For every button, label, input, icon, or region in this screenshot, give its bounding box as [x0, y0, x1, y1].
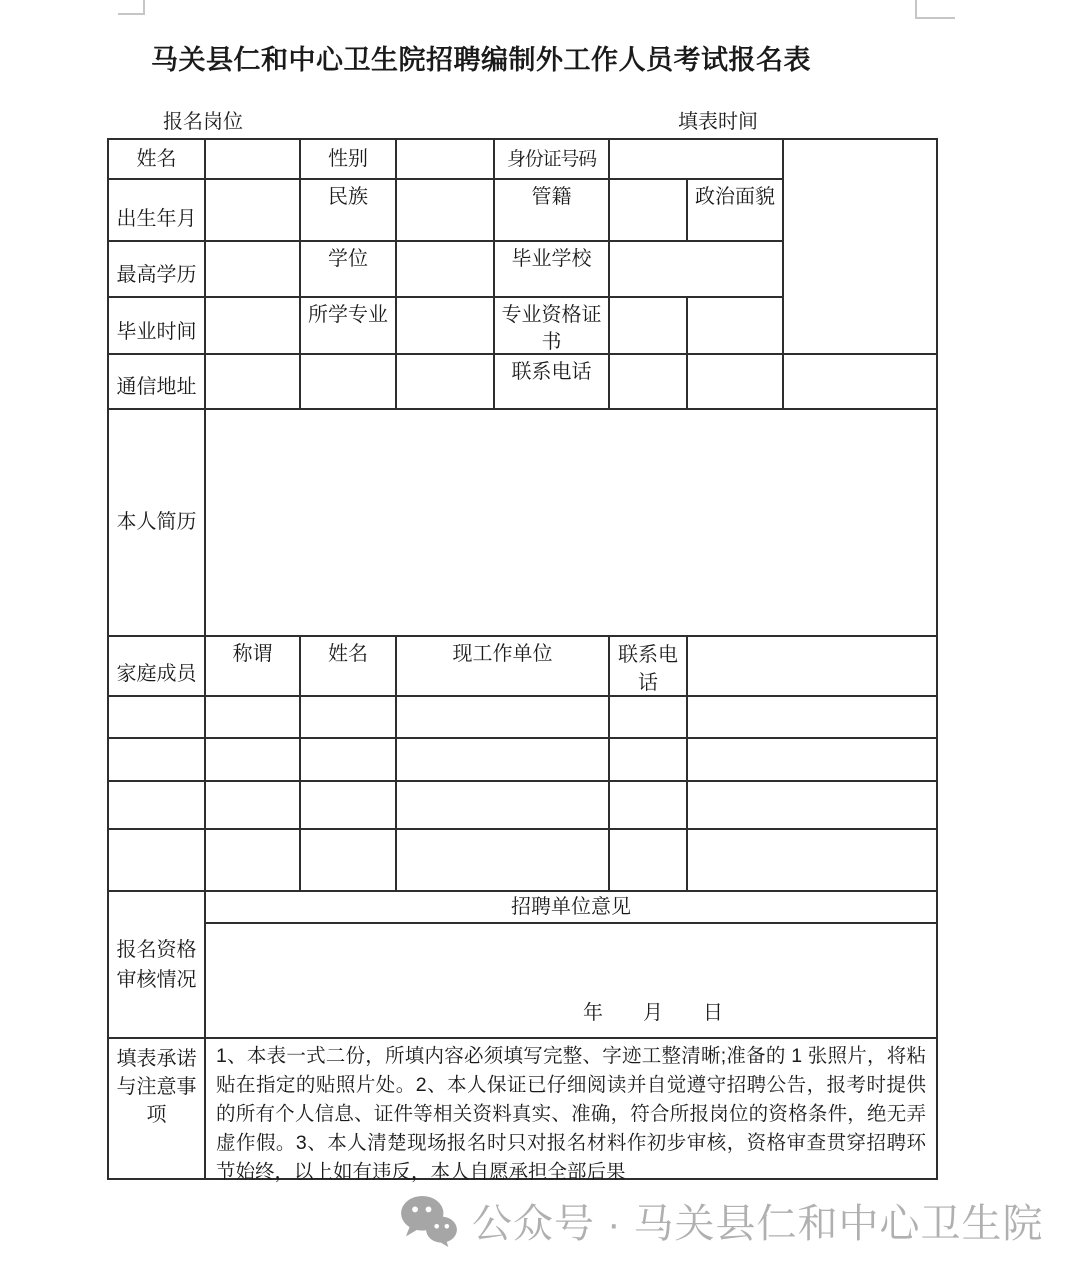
family-empty-cell [608, 737, 688, 782]
family-phone-label: 联系电话 [618, 644, 678, 694]
family-empty-cell [608, 780, 688, 830]
cell-contact-phone-value [608, 353, 688, 410]
highest-education-label: 最高学历 [116, 264, 197, 286]
family-empty-cell [686, 737, 938, 782]
notes-label: 填表承诺与注意事项 [116, 1048, 197, 1126]
family-empty-cell [204, 695, 301, 739]
cell-graduation-date-value [204, 296, 301, 355]
cell-ethnicity-value [395, 178, 495, 242]
empty-cell [686, 296, 784, 355]
family-empty-cell [107, 695, 206, 739]
graduation-date-label: 毕业时间 [116, 321, 197, 343]
empty-cell [686, 635, 938, 697]
photo-cell [782, 138, 938, 355]
gender-label: 性别 [328, 147, 368, 170]
cell-gender-label [299, 138, 397, 180]
birth-date-label: 出生年月 [116, 208, 197, 230]
cell-degree-value [395, 240, 495, 298]
cell-resume-label [107, 408, 206, 637]
family-empty-cell [686, 695, 938, 739]
cell-native-place-value [608, 178, 688, 242]
family-empty-cell [395, 737, 610, 782]
family-empty-cell [395, 695, 610, 739]
id-number-label: 身份证号码 [506, 148, 596, 170]
name-label: 姓名 [136, 147, 177, 170]
family-empty-cell [107, 780, 206, 830]
cell-native-place-label [493, 178, 610, 242]
cell-mailing-address-label [107, 353, 206, 410]
family-empty-cell [107, 737, 206, 782]
family-empty-cell [299, 737, 397, 782]
cell-family-label [107, 635, 206, 697]
cell-professional-cert-value [608, 296, 688, 355]
cell-id-number-label [493, 138, 610, 180]
graduate-school-label: 毕业学校 [511, 248, 592, 270]
cell-major-value [395, 296, 495, 355]
cell-professional-cert-label [493, 296, 610, 355]
cell-political-status-label [686, 178, 784, 242]
family-empty-cell [608, 695, 688, 739]
corner-crop-mark-left [118, 0, 145, 15]
cell-employer-opinion-header [204, 890, 938, 924]
cell-contact-phone-label [493, 353, 610, 410]
cell-resume-value [204, 408, 938, 637]
cell-family-phone-header [608, 635, 688, 697]
native-place-label: 管籍 [531, 186, 572, 208]
family-appellation-label: 称谓 [232, 643, 273, 665]
family-empty-cell [107, 828, 206, 892]
cell-name-label [107, 138, 206, 180]
footer-watermark [400, 1192, 1044, 1249]
cell-graduate-school-label [493, 240, 610, 298]
family-empty-cell [204, 780, 301, 830]
page-title: 马关县仁和中心卫生院招聘编制外工作人员考试报名表 [151, 45, 811, 75]
date-line: 年 月 日 [583, 1002, 723, 1024]
cell-highest-education-value [204, 240, 301, 298]
cell-gender-value [395, 138, 495, 180]
family-empty-cell [204, 737, 301, 782]
cell-family-employer-header [395, 635, 610, 697]
family-empty-cell [299, 695, 397, 739]
family-name-label: 姓名 [328, 643, 368, 665]
degree-label: 学位 [328, 248, 368, 270]
fill-date-label: 填表时间 [678, 111, 758, 133]
wechat-icon [400, 1195, 458, 1247]
cell-ethnicity-label [299, 178, 397, 242]
cell-highest-education-label [107, 240, 206, 298]
empty-cell [686, 353, 784, 410]
family-empty-cell [204, 828, 301, 892]
political-status-label: 政治面貌 [695, 186, 775, 208]
cell-graduate-school-value [608, 240, 784, 298]
watermark-text: 公众号 · 马关县仁和中心卫生院 [472, 1202, 1044, 1246]
family-empty-cell [299, 828, 397, 892]
mailing-address-label: 通信地址 [116, 376, 197, 398]
cell-birth-date-label [107, 178, 206, 242]
family-empty-cell [608, 828, 688, 892]
professional-cert-label: 专业资格证书 [501, 304, 602, 353]
family-empty-cell [395, 828, 610, 892]
major-label: 所学专业 [308, 304, 388, 326]
cell-review-label [107, 890, 206, 1039]
cell-notes-content [204, 1037, 938, 1183]
cell-graduation-date-label [107, 296, 206, 355]
cell-employer-opinion-area [204, 922, 938, 1039]
cell-major-label [299, 296, 397, 355]
review-label: 报名资格审核情况 [116, 938, 197, 991]
cell-degree-label [299, 240, 397, 298]
notes-content: 1、本表一式二份，所填内容必须填写完整、字迹工整清晰;准备的 1 张照片，将粘贴在指定的贴照片处。2、本人保证已仔细阅读并自觉遵守招聘公告，报考时提供的所有个人信息、证件等相关资料真实、准确，符合所报岗位的资格条件，绝无弄虚作假。3、本人清楚现场报名时只对报名材料作初步审核，资格审查贯穿招聘环节始终，以上如有违反，本人自愿承担全部后果 [216, 1045, 926, 1183]
cell-name-value [204, 138, 301, 180]
cell-family-name-header [299, 635, 397, 697]
family-label: 家庭成员 [116, 663, 197, 685]
resume-label: 本人简历 [116, 511, 197, 533]
family-empty-cell [686, 780, 938, 830]
cell-family-appellation-header [204, 635, 301, 697]
corner-crop-mark-right [915, 0, 955, 19]
employer-opinion-label: 招聘单位意见 [511, 895, 631, 918]
apply-position-label: 报名岗位 [163, 111, 243, 133]
ethnicity-label: 民族 [328, 186, 368, 208]
cell-mailing-address-value [299, 353, 397, 410]
empty-cell [782, 353, 938, 410]
family-empty-cell [686, 828, 938, 892]
family-employer-label: 现工作单位 [452, 643, 553, 665]
cell-notes-label [107, 1037, 206, 1180]
cell-mailing-address-value [395, 353, 495, 410]
cell-mailing-address-value [204, 353, 301, 410]
cell-birth-date-value [204, 178, 301, 242]
contact-phone-label: 联系电话 [511, 361, 592, 383]
family-empty-cell [395, 780, 610, 830]
family-empty-cell [299, 780, 397, 830]
cell-id-number-value [608, 138, 784, 180]
